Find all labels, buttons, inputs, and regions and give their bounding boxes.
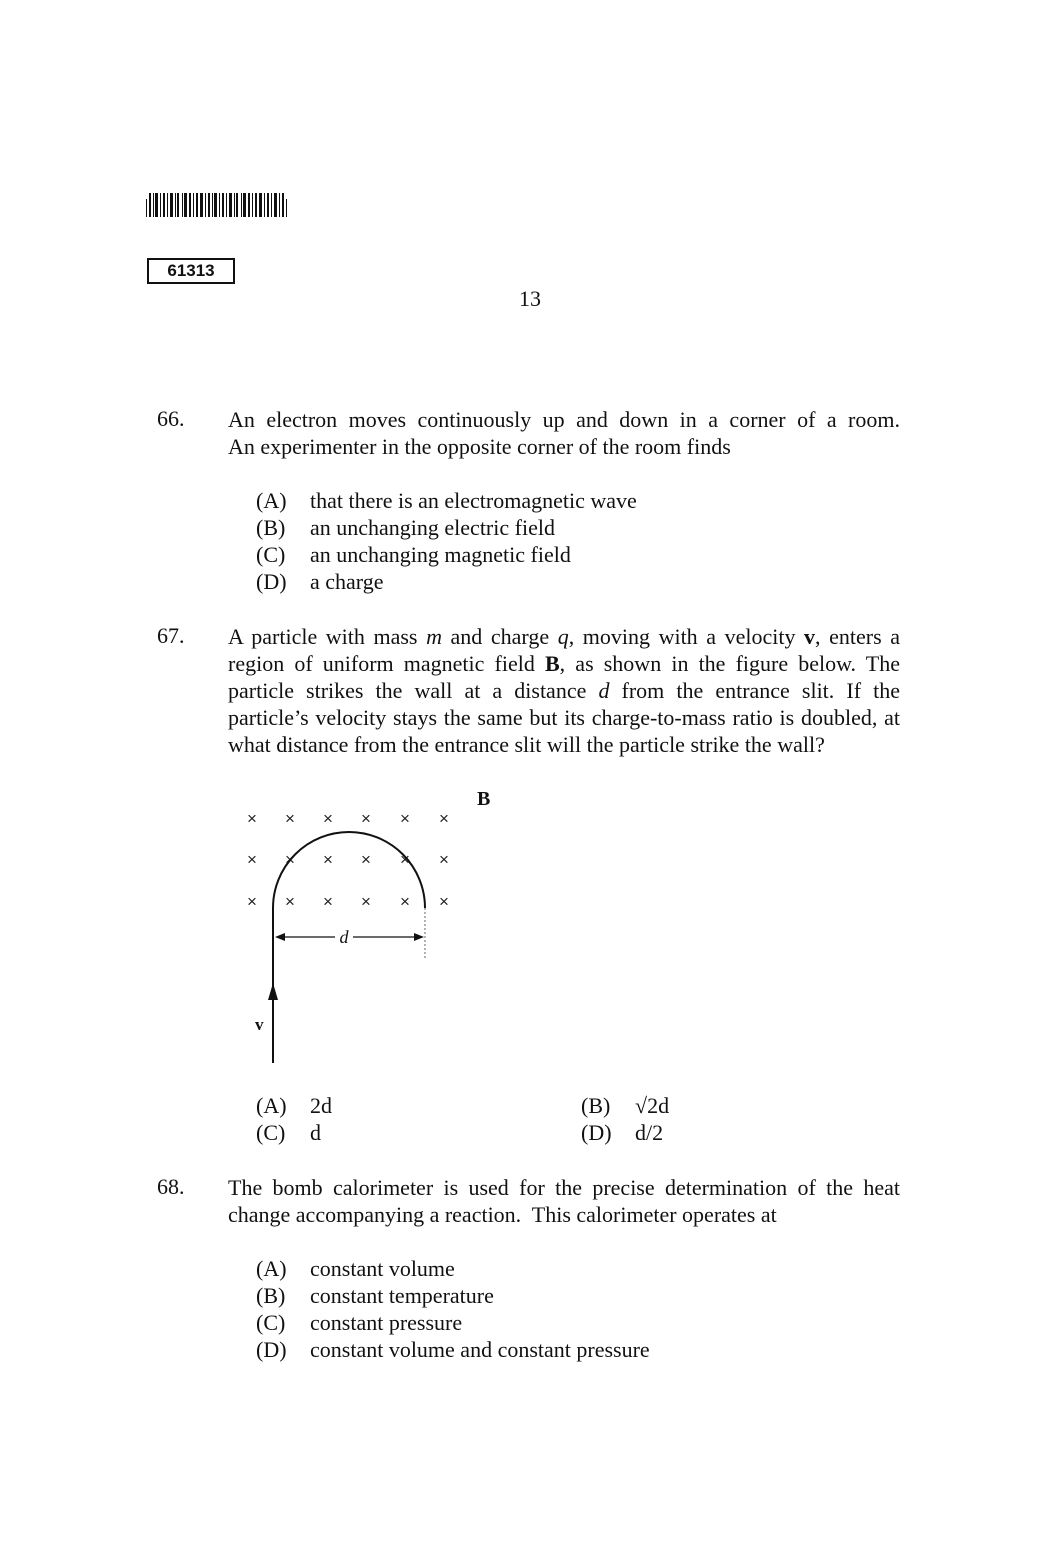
- field-cross: ×: [361, 850, 371, 869]
- question-68-number: 68.: [157, 1174, 185, 1199]
- text-run: , enters a region of uniform magnetic field: [228, 624, 900, 676]
- option-text: constant temperature: [310, 1283, 494, 1308]
- field-cross: ×: [439, 850, 449, 869]
- field-cross: ×: [323, 892, 333, 911]
- option-text: a charge: [310, 569, 384, 594]
- field-cross: ×: [247, 892, 257, 911]
- field-cross: ×: [400, 892, 410, 911]
- question-68-option-c: [256, 1309, 462, 1336]
- text-run: A particle with mass: [228, 624, 427, 649]
- field-cross: ×: [439, 809, 449, 828]
- question-68-option-d: [256, 1336, 650, 1363]
- question-66-option-b: [256, 514, 555, 541]
- option-text: constant pressure: [310, 1310, 463, 1335]
- option-text: √2d: [635, 1093, 670, 1118]
- question-68-text: [228, 1174, 900, 1228]
- option-label: (D): [256, 569, 287, 594]
- question-66-number: 66.: [157, 406, 185, 431]
- field-cross: ×: [400, 850, 410, 869]
- question-67-option-d: [581, 1119, 663, 1146]
- option-label: (C): [256, 1310, 286, 1335]
- option-label: (A): [256, 1093, 287, 1118]
- velocity-label: v: [255, 1015, 264, 1034]
- question-67-number: 67.: [157, 623, 185, 648]
- option-text: d/2: [635, 1120, 664, 1145]
- distance-label: d: [339, 927, 349, 947]
- question-67-text: [228, 623, 900, 758]
- question-66-option-a: [256, 487, 637, 514]
- option-label: (C): [256, 542, 286, 567]
- option-label: (A): [256, 488, 287, 513]
- option-label: (D): [256, 1337, 287, 1362]
- form-code-box: 61313: [147, 258, 235, 284]
- field-cross: ×: [285, 892, 295, 911]
- option-text: constant volume and constant pressure: [310, 1337, 650, 1362]
- distance-arrow-right-icon: [414, 933, 424, 941]
- page-number: 13: [519, 286, 541, 311]
- question-66-line-1: An electron moves continuously up and down in a corner of a room.: [228, 407, 900, 432]
- field-cross: ×: [361, 809, 371, 828]
- field-cross: ×: [247, 850, 257, 869]
- text-run: and charge: [441, 624, 558, 649]
- option-label: (B): [581, 1093, 611, 1118]
- symbol-m: m: [426, 624, 442, 649]
- field-cross: ×: [439, 892, 449, 911]
- question-67-option-b: [581, 1092, 669, 1119]
- question-66-line-2: An experimenter in the opposite corner of the room finds: [228, 434, 731, 459]
- question-66-text: [228, 406, 900, 460]
- question-68-line-2: change accompanying a reaction. This calorimeter operates at: [228, 1202, 777, 1227]
- question-66-option-d: [256, 568, 384, 595]
- field-label: B: [477, 788, 491, 810]
- question-68-line-1: The bomb calorimeter is used for the precise determination of the heat: [228, 1175, 900, 1200]
- option-text: an unchanging electric field: [310, 515, 555, 540]
- option-label: (B): [256, 515, 286, 540]
- question-66-option-c: [256, 541, 571, 568]
- field-cross: ×: [285, 809, 295, 828]
- text-run: from the entrance slit. If the particle’s velocity stays the same but its charge-to-mass ratio is doubled, at what distance from the entrance slit will the particle strike the wall?: [228, 678, 900, 757]
- field-cross: ×: [361, 892, 371, 911]
- field-cross: ×: [285, 850, 295, 869]
- option-text: constant volume: [310, 1256, 455, 1281]
- symbol-d: d: [598, 678, 610, 703]
- symbol-v: v: [804, 624, 816, 649]
- question-67-option-c: [256, 1119, 321, 1146]
- field-cross: ×: [400, 809, 410, 828]
- symbol-b: B: [544, 651, 560, 676]
- field-cross: ×: [247, 809, 257, 828]
- option-text: that there is an electromagnetic wave: [310, 488, 637, 513]
- option-label: (B): [256, 1283, 286, 1308]
- text-run: , as shown in the figure below. The particle strikes the wall at a distance: [228, 651, 900, 703]
- question-68-option-a: [256, 1255, 455, 1282]
- field-cross: ×: [323, 850, 333, 869]
- question-68-option-b: [256, 1282, 494, 1309]
- magnetic-field-figure: [225, 785, 505, 1070]
- distance-arrow-left-icon: [275, 933, 285, 941]
- option-text: an unchanging magnetic field: [310, 542, 571, 567]
- option-text: 2d: [310, 1093, 332, 1118]
- text-run: , moving with a velocity: [568, 624, 805, 649]
- option-label: (A): [256, 1256, 287, 1281]
- symbol-q: q: [557, 624, 569, 649]
- question-67-option-a: [256, 1092, 332, 1119]
- option-text: d: [310, 1120, 321, 1145]
- option-label: (C): [256, 1120, 286, 1145]
- field-cross: ×: [323, 809, 333, 828]
- barcode: [146, 193, 288, 217]
- option-label: (D): [581, 1120, 612, 1145]
- velocity-arrow-icon: [268, 983, 278, 1000]
